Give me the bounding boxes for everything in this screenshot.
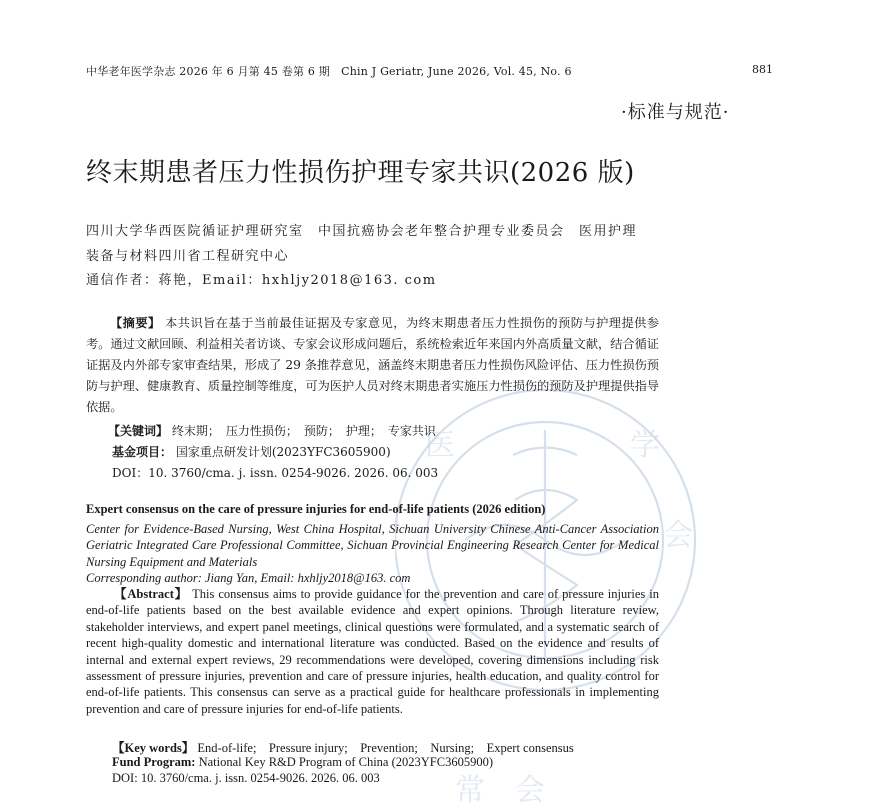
- svg-text:医: 医: [425, 428, 455, 463]
- corresponding-author: 通信作者：蒋艳，Email：hxhljy2018@163. com: [86, 273, 437, 288]
- english-keywords-text: End-of-life; Pressure injury; Prevention; Nursing; Expert consensus: [197, 741, 574, 755]
- keywords-text: 终末期； 压力性损伤； 预防； 护理； 专家共识: [171, 424, 436, 438]
- article-title: 终末期患者压力性损伤护理专家共识(2026 版): [86, 158, 635, 188]
- english-corresponding: Corresponding author: Jiang Yan, Email: hxhljy2018@163. com: [86, 571, 411, 585]
- column-label: ·标准与规范·: [621, 102, 730, 123]
- svg-text:会: 会: [515, 773, 545, 808]
- english-affiliation: Center for Evidence-Based Nursing, West China Hospital, Sichuan University Chinese Anti-Cancer Association Geriatric Integrated Care Professional Committee, Sichuan Provincial Engineering Research Center for Medical Nursing Equipment and Materials: [86, 522, 659, 569]
- svg-text:常: 常: [455, 773, 485, 808]
- abstract-text: 本共识旨在基于当前最佳证据及专家意见，为终末期患者压力性损伤的预防与护理提供参考。通过文献回顾、利益相关者访谈、专家会议形成问题后，系统检索近年来国内外高质量文献，结合循证证据及内外部专家审查结果，形成了 29 条推荐意见，涵盖终末期患者压力性损伤风险评估、压力性损伤预防与护理、健康教育、质量控制等维度，可为医护人员对终末期患者实施压力性损伤的预防及护理提供指导依据。: [86, 316, 660, 414]
- english-keywords: [112, 738, 574, 756]
- chinese-fund: [112, 443, 391, 460]
- running-head: 中华老年医学杂志 2026 年 6 月第 45 卷第 6 期 Chin J Geriatr, June 2026, Vol. 45, No. 6: [86, 65, 572, 78]
- english-abstract-label: 【Abstract】: [114, 587, 189, 601]
- fund-label: 基金项目：: [112, 445, 173, 459]
- english-doi: DOI: 10. 3760/cma. j. issn. 0254-9026. 2026. 06. 003: [112, 771, 380, 785]
- affiliation-line-2: 装备与材料四川省工程研究中心: [86, 249, 290, 264]
- english-abstract-text: This consensus aims to provide guidance for the prevention and care of pressure injuries in end-of-life patients based on the best available evidence and expert opinions. Through literature review, stakeholder interviews, and expert panel meetings, clinical questions were formulated, and a systematic search of recent high-quality domestic and international literature was conducted. Based on the evidence and results of internal and external expert reviews, 29 recommendations were developed, covering dimensions including risk assessment of pressure injuries, prevention and care of pressure injuries, health education, and quality control for end-of-life patients. This consensus can serve as a practical guide for healthcare professionals in implementing prevention and care of pressure injuries for end-of-life patients.: [86, 587, 660, 716]
- english-fund-label: Fund Program:: [112, 755, 196, 769]
- page-number: 881: [752, 63, 773, 76]
- affiliation-line-1: 四川大学华西医院循证护理研究室 中国抗癌协会老年整合护理专业委员会 医用护理: [86, 224, 638, 239]
- english-keywords-label: 【Key words】: [112, 741, 195, 755]
- english-title: Expert consensus on the care of pressure injuries for end-of-life patients (2026 edition): [86, 502, 546, 516]
- abstract-label: 【摘要】: [110, 316, 161, 330]
- english-fund-text: National Key R&D Program of China (2023YFC3605900): [198, 755, 493, 769]
- svg-text:会: 会: [663, 518, 693, 553]
- english-abstract: [86, 586, 659, 717]
- fund-text: 国家重点研发计划(2023YFC3605900): [175, 445, 391, 459]
- english-fund: [112, 755, 493, 770]
- chinese-keywords: [108, 422, 436, 439]
- keywords-label: 【关键词】: [108, 424, 169, 438]
- chinese-abstract: [86, 313, 659, 418]
- chinese-doi: DOI：10. 3760/cma. j. issn. 0254-9026. 2026. 06. 003: [112, 466, 439, 480]
- svg-text:学: 学: [630, 428, 660, 463]
